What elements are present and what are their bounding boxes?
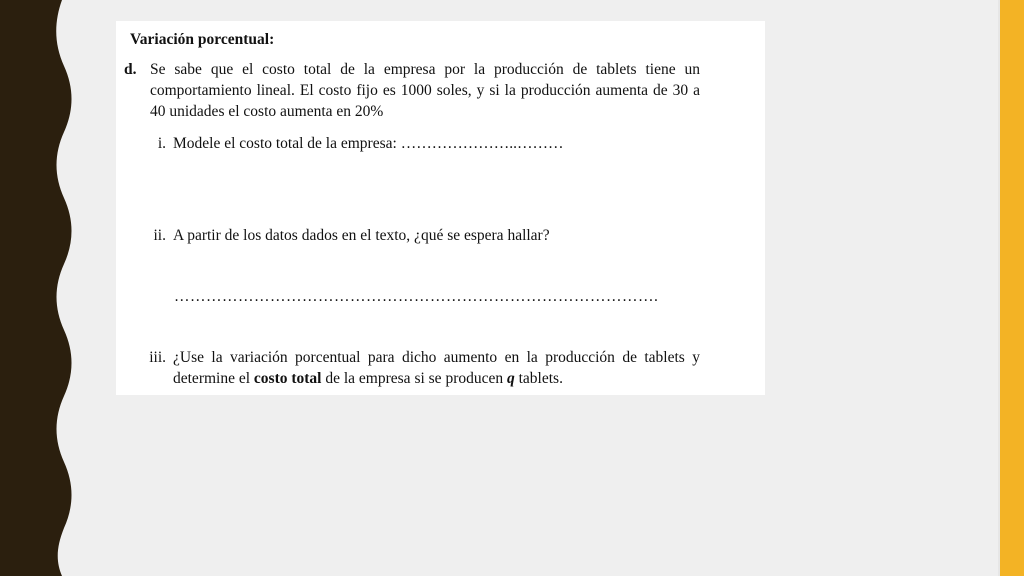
item-text-bold: costo total <box>253 370 322 387</box>
item-number: ii. <box>153 227 166 244</box>
item-text-part: ¿Use la variación porcentual para dicho aumento en la producción de tablets y determine el <box>173 349 700 387</box>
document-image <box>116 21 765 395</box>
wavy-left-border <box>0 0 80 576</box>
problem-label: d. <box>124 61 137 78</box>
answer-blank: …………………..……… <box>400 135 564 152</box>
right-accent-bar <box>1000 0 1024 576</box>
answer-blank-line: ………………………………………………………………………………. <box>174 288 659 305</box>
item-question <box>173 347 700 389</box>
item-number: iii. <box>149 349 166 366</box>
item-text-part: tablets. <box>518 370 563 387</box>
item-text-part: de la empresa si se producen <box>325 370 504 387</box>
item-text <box>173 133 563 154</box>
item-question: Modele el costo total de la empresa: <box>173 135 397 152</box>
problem-statement: Se sabe que el costo total de la empresa por la producción de tablets tiene un comportamiento lineal. El costo fijo es 1000 soles, y si la producción aumenta de 30 a 40 unidades el costo aumenta en 20% <box>150 61 700 120</box>
variable-q: q <box>507 370 515 387</box>
section-title: Variación porcentual: <box>130 31 275 48</box>
item-number: i. <box>157 135 166 152</box>
item-question: A partir de los datos dados en el texto, ¿qué se espera hallar? <box>173 227 550 244</box>
